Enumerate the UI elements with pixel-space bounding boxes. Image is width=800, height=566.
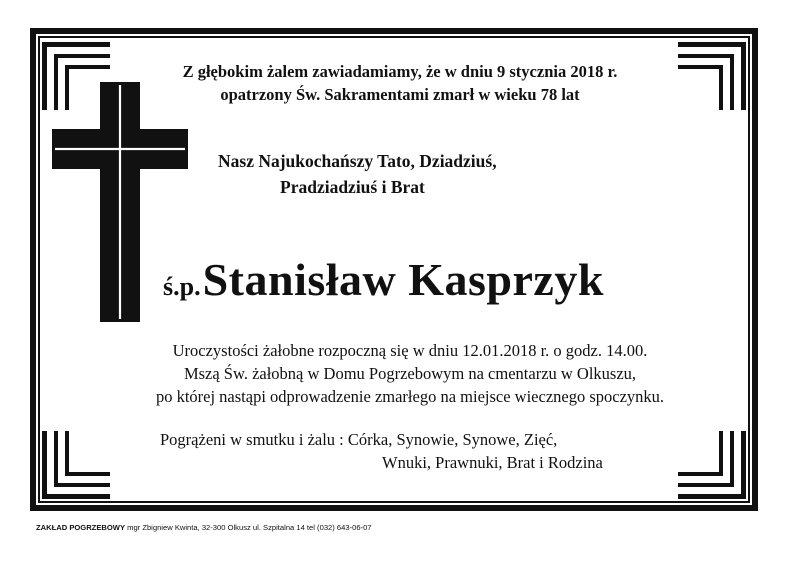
corner-ornament-bottom-right-icon [674,427,750,503]
death-announcement [140,60,660,106]
announcement-line: opatrzony Św. Sakramentami zmarł w wieku 78 lat [220,85,580,104]
mourners-list [160,428,680,474]
family-relation [218,148,638,200]
announcement-line: Z głębokim żalem zawiadamiamy, że w dniu 9 stycznia 2018 r. [182,62,618,81]
ceremony-line: Uroczystości żałobne rozpoczną się w dniu 12.01.2018 r. o godz. 14.00. [172,341,648,360]
funeral-home-footer [36,523,372,532]
deceased-name: Stanisław Kasprzyk [202,254,604,305]
corner-ornament-bottom-left-icon [38,427,114,503]
name-prefix: ś.p. [163,272,201,301]
mourners-line: Wnuki, Prawnuki, Brat i Rodzina [382,453,603,472]
funeral-home-name: ZAKŁAD POGRZEBOWY [36,523,126,532]
funeral-ceremony-details [100,339,720,408]
deceased-name-heading [163,252,604,315]
ceremony-line: po której nastąpi odprowadzenie zmarłego na miejsce wiecznego spoczynku. [155,387,665,406]
corner-ornament-top-right-icon [674,38,750,114]
relation-line: Nasz Najukochańszy Tato, Dziadziuś, [218,151,497,171]
mourners-line: Pogrążeni w smutku i żalu : Córka, Synowie, Synowe, Zięć, [160,430,558,449]
funeral-home-details: mgr Zbigniew Kwinta, 32-300 Olkusz ul. Szpitalna 14 tel (032) 643-06-07 [125,523,372,532]
ceremony-line: Mszą Św. żałobną w Domu Pogrzebowym na cmentarzu w Olkuszu, [183,364,637,383]
relation-line: Pradziadziuś i Brat [280,177,425,197]
